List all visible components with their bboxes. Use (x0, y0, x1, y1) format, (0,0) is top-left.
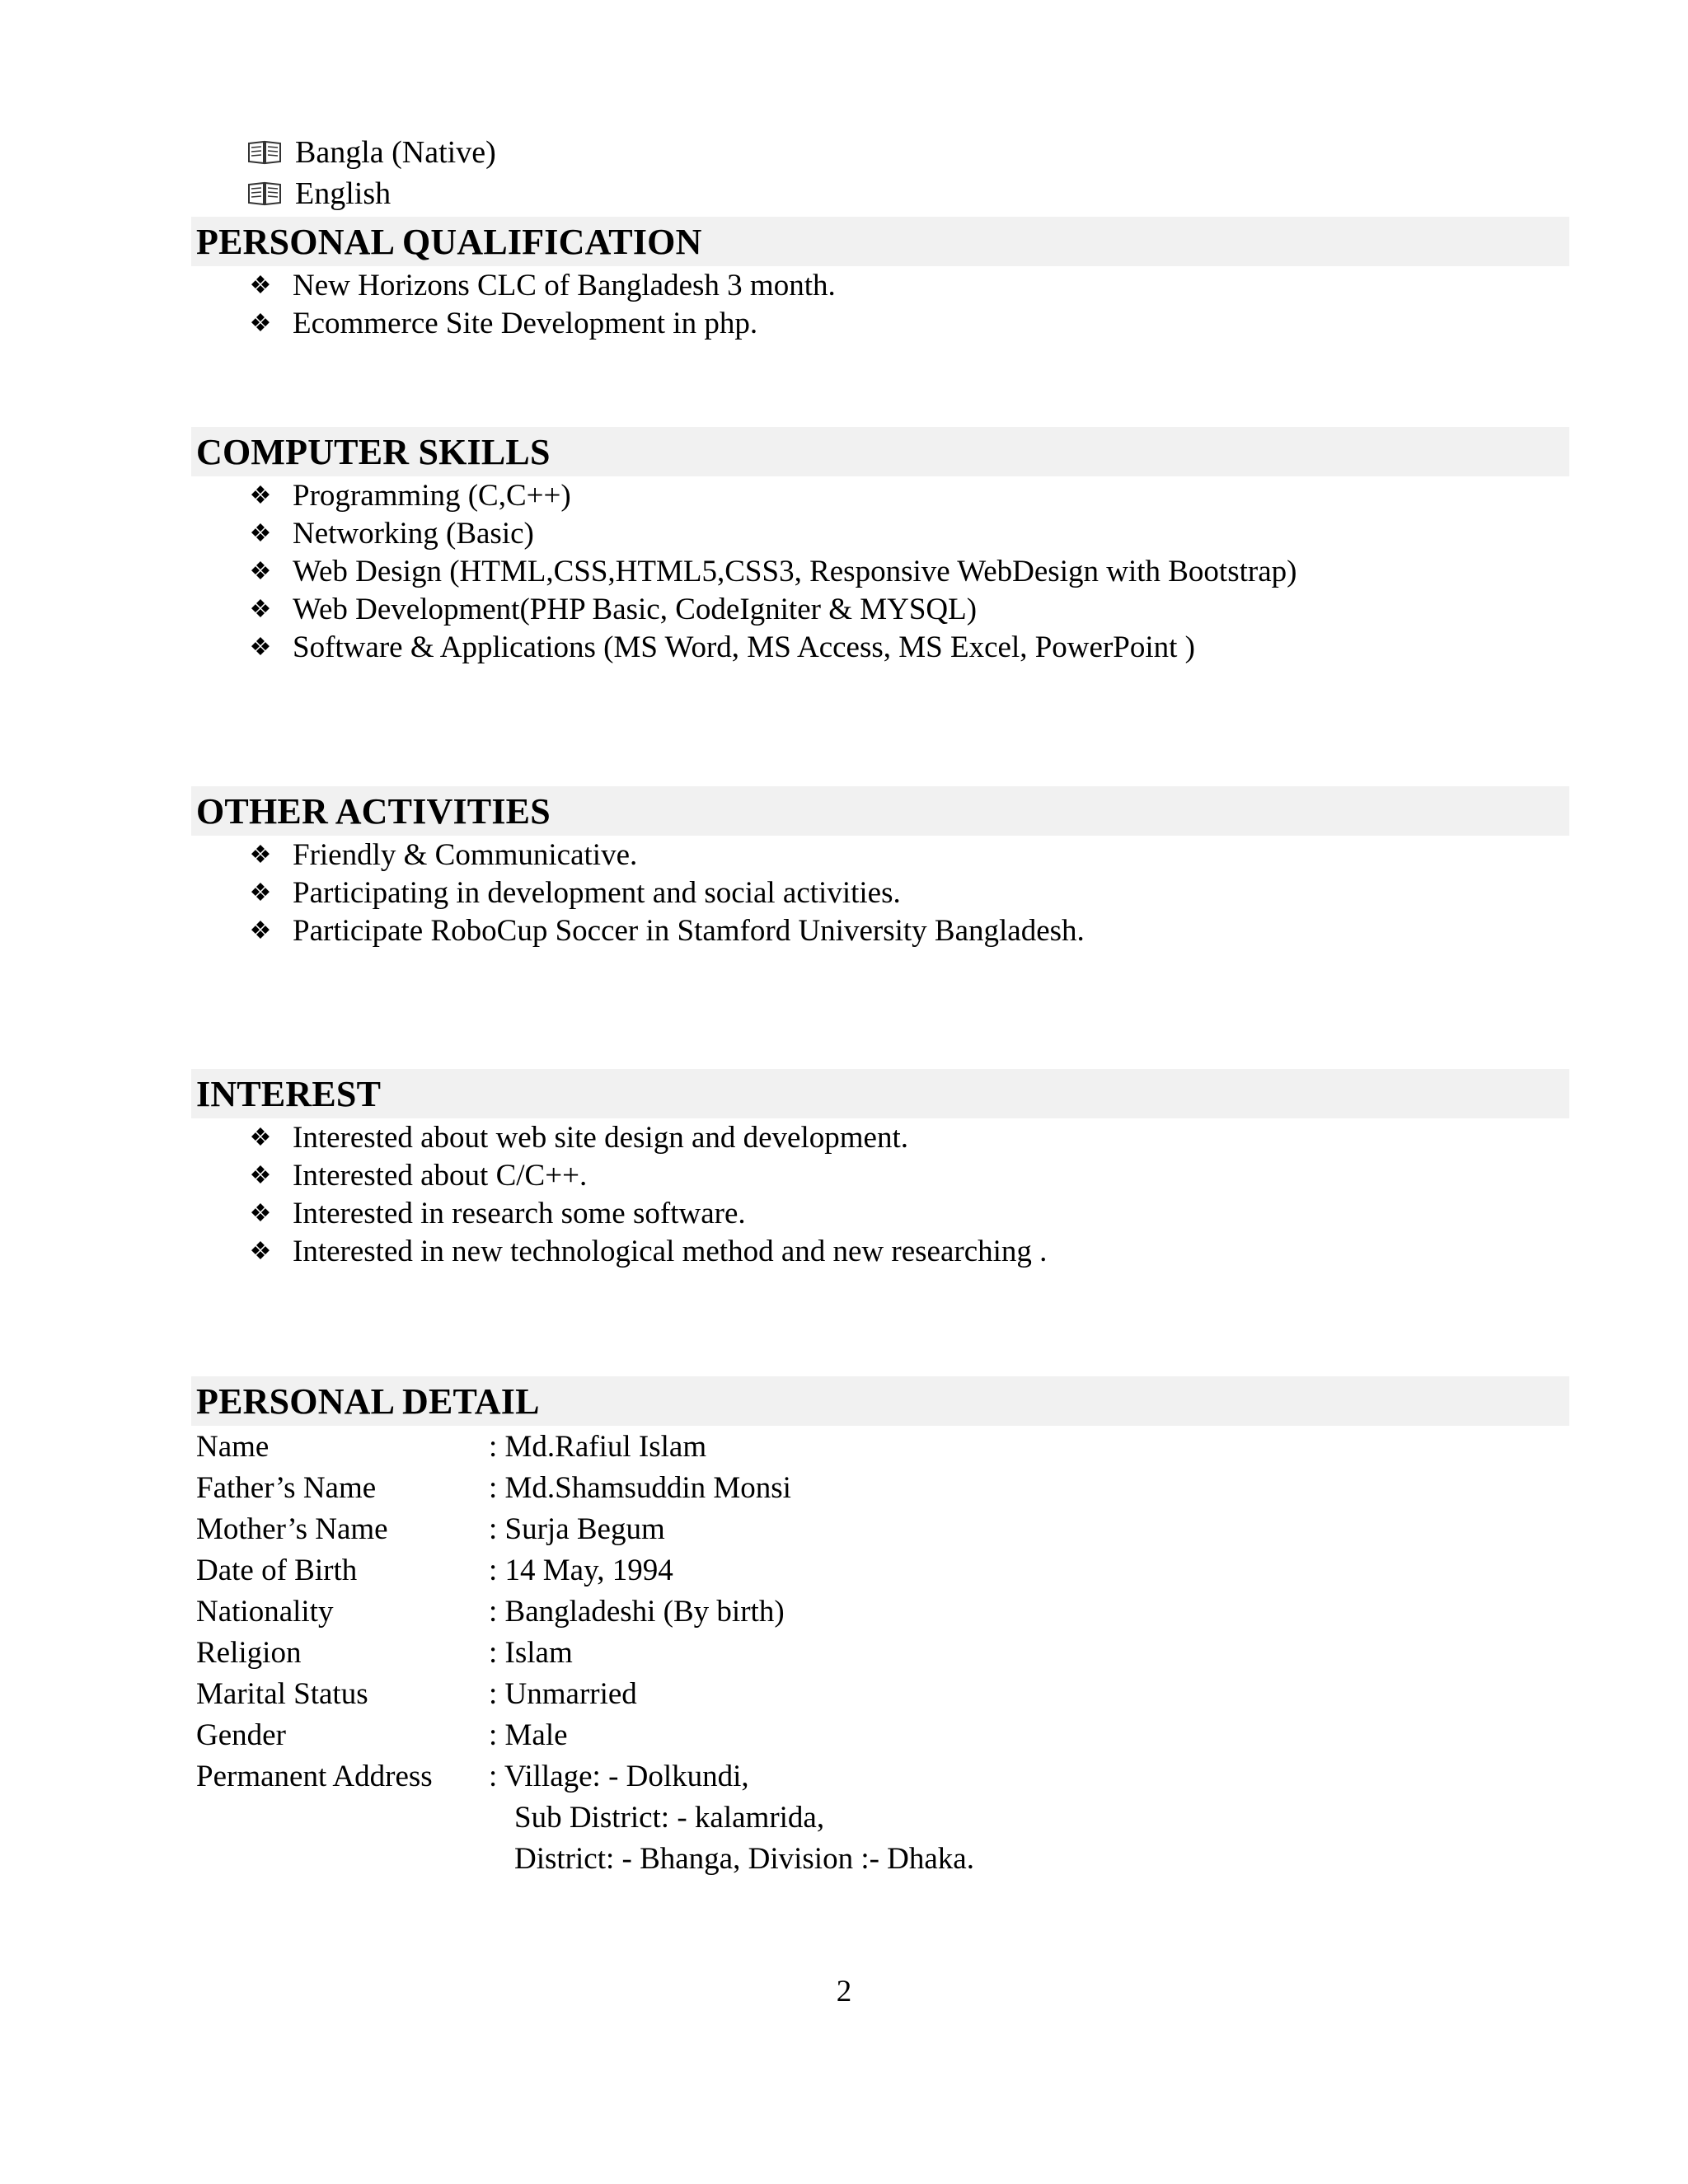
list-item: ❖ Networking (Basic) (191, 514, 1569, 552)
list-item: ❖ Ecommerce Site Development in php. (191, 304, 1569, 342)
language-item (247, 173, 496, 214)
section-header (191, 786, 1569, 836)
section-interest (191, 1069, 1569, 1270)
section-personal-detail (191, 1376, 1569, 1879)
list-item: ❖ Interested about C/C++. (191, 1156, 1569, 1194)
detail-value: : Village: - Dolkundi, (489, 1759, 749, 1793)
detail-label: Mother’s Name (196, 1511, 388, 1546)
language-list (247, 132, 496, 214)
detail-value: : 14 May, 1994 (489, 1553, 673, 1587)
diamond-bullet-icon: ❖ (249, 841, 272, 869)
detail-row (191, 1508, 1569, 1549)
diamond-bullet-icon: ❖ (249, 879, 272, 907)
language-label: Bangla (Native) (295, 135, 496, 170)
detail-row (191, 1673, 1569, 1714)
section-header (191, 1069, 1569, 1118)
address-line: Sub District: - kalamrida, (514, 1800, 825, 1835)
list-item: ❖ Interested in research some software. (191, 1194, 1569, 1232)
detail-row (191, 1426, 1569, 1467)
detail-value: : Bangladeshi (By birth) (489, 1594, 785, 1629)
diamond-bullet-icon: ❖ (249, 557, 272, 585)
section-other-activities (191, 786, 1569, 949)
detail-label: Date of Birth (196, 1553, 358, 1587)
list-item: ❖ Programming (C,C++) (191, 476, 1569, 514)
language-item (247, 132, 496, 173)
diamond-bullet-icon: ❖ (249, 916, 272, 944)
diamond-bullet-icon: ❖ (249, 595, 272, 623)
page-number: 2 (836, 1975, 852, 2008)
diamond-bullet-icon: ❖ (249, 481, 272, 509)
diamond-bullet-icon: ❖ (249, 1199, 272, 1227)
detail-value: : Islam (489, 1635, 573, 1670)
diamond-bullet-icon: ❖ (249, 1237, 272, 1265)
detail-label: Name (196, 1429, 270, 1464)
detail-value: : Surja Begum (489, 1511, 665, 1546)
list-item: ❖ Participating in development and social activities. (191, 874, 1569, 912)
bullet-list (191, 266, 1569, 342)
list-item: ❖ Web Design (HTML,CSS,HTML5,CSS3, Responsive WebDesign with Bootstrap) (191, 552, 1569, 590)
section-title: OTHER ACTIVITIES (196, 790, 551, 832)
language-label: English (295, 176, 392, 211)
bullet-list (191, 1118, 1569, 1270)
diamond-bullet-icon: ❖ (249, 633, 272, 661)
detail-value: : Md.Shamsuddin Monsi (489, 1470, 791, 1505)
detail-row (191, 1591, 1569, 1632)
section-personal-qualification (191, 217, 1569, 342)
list-item: ❖ Participate RoboCup Soccer in Stamford University Bangladesh. (191, 912, 1569, 949)
diamond-bullet-icon: ❖ (249, 1123, 272, 1151)
personal-detail-table (191, 1426, 1569, 1879)
open-book-icon (247, 181, 282, 206)
diamond-bullet-icon: ❖ (249, 271, 272, 299)
detail-label: Gender (196, 1718, 286, 1752)
section-header (191, 427, 1569, 476)
diamond-bullet-icon: ❖ (249, 1161, 272, 1189)
detail-row (191, 1549, 1569, 1591)
bullet-list (191, 476, 1569, 666)
section-title: COMPUTER SKILLS (196, 431, 551, 472)
list-item: ❖ Interested about web site design and development. (191, 1118, 1569, 1156)
bullet-list (191, 836, 1569, 949)
list-item: ❖ Friendly & Communicative. (191, 836, 1569, 874)
detail-row (191, 1714, 1569, 1755)
list-item: ❖ New Horizons CLC of Bangladesh 3 month. (191, 266, 1569, 304)
list-item: ❖ Interested in new technological method and new researching . (191, 1232, 1569, 1270)
address-line: District: - Bhanga, Division :- Dhaka. (514, 1841, 974, 1876)
detail-value: : Md.Rafiul Islam (489, 1429, 707, 1464)
detail-row (191, 1755, 1569, 1797)
detail-row (191, 1467, 1569, 1508)
section-title: INTEREST (196, 1073, 382, 1114)
section-title: PERSONAL DETAIL (196, 1380, 540, 1422)
diamond-bullet-icon: ❖ (249, 309, 272, 337)
detail-value: : Unmarried (489, 1676, 637, 1711)
diamond-bullet-icon: ❖ (249, 519, 272, 547)
detail-value: : Male (489, 1718, 568, 1752)
section-header (191, 217, 1569, 266)
open-book-icon (247, 140, 282, 165)
section-title: PERSONAL QUALIFICATION (196, 221, 702, 262)
detail-label: Nationality (196, 1594, 334, 1629)
detail-label: Marital Status (196, 1676, 368, 1711)
list-item: ❖ Web Development(PHP Basic, CodeIgniter & MYSQL) (191, 590, 1569, 628)
detail-row (191, 1632, 1569, 1673)
detail-label: Religion (196, 1635, 302, 1670)
detail-label: Permanent Address (196, 1759, 433, 1793)
section-header (191, 1376, 1569, 1426)
section-computer-skills (191, 427, 1569, 666)
detail-label: Father’s Name (196, 1470, 377, 1505)
list-item: ❖ Software & Applications (MS Word, MS Access, MS Excel, PowerPoint ) (191, 628, 1569, 666)
